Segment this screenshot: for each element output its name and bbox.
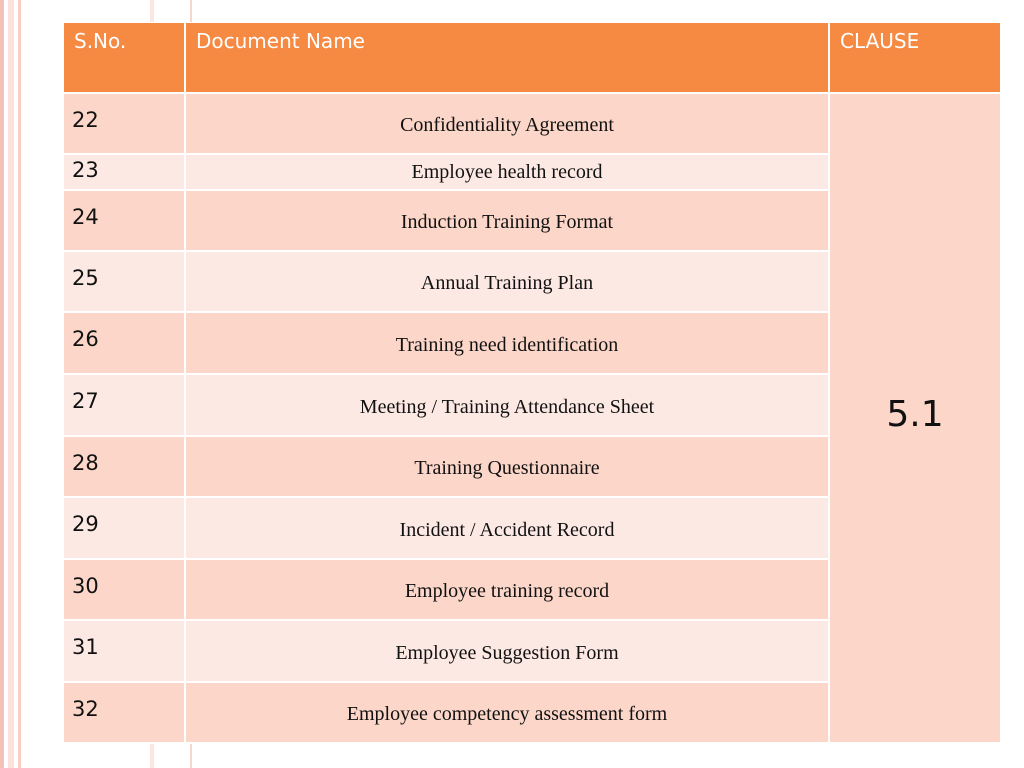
header-sno: S.No.: [63, 22, 185, 93]
decorative-stripe: [8, 0, 14, 768]
header-clause: CLAUSE: [829, 22, 1001, 93]
row-document: Confidentiality Agreement: [185, 93, 829, 154]
row-sno: 31: [63, 620, 185, 682]
decorative-stripe: [0, 0, 4, 768]
row-sno: 29: [63, 497, 185, 559]
row-document: Induction Training Format: [185, 190, 829, 251]
row-document: Incident / Accident Record: [185, 497, 829, 559]
row-document: Meeting / Training Attendance Sheet: [185, 374, 829, 436]
row-sno: 28: [63, 436, 185, 497]
row-document: Employee Suggestion Form: [185, 620, 829, 682]
row-sno: 30: [63, 559, 185, 620]
row-document: Annual Training Plan: [185, 251, 829, 312]
row-document: Training need identification: [185, 312, 829, 374]
row-sno: 24: [63, 190, 185, 251]
decorative-stripe: [18, 0, 21, 768]
row-document: Training Questionnaire: [185, 436, 829, 497]
row-document: Employee competency assessment form: [185, 682, 829, 743]
row-sno: 26: [63, 312, 185, 374]
clause-value: 5.1: [829, 93, 1001, 743]
row-sno: 22: [63, 93, 185, 154]
row-sno: 27: [63, 374, 185, 436]
row-sno: 25: [63, 251, 185, 312]
documents-table: [63, 22, 1001, 744]
row-sno: 23: [63, 154, 185, 190]
row-document: Employee training record: [185, 559, 829, 620]
row-sno: 32: [63, 682, 185, 743]
row-document: Employee health record: [185, 154, 829, 190]
header-document-name: Document Name: [185, 22, 829, 93]
